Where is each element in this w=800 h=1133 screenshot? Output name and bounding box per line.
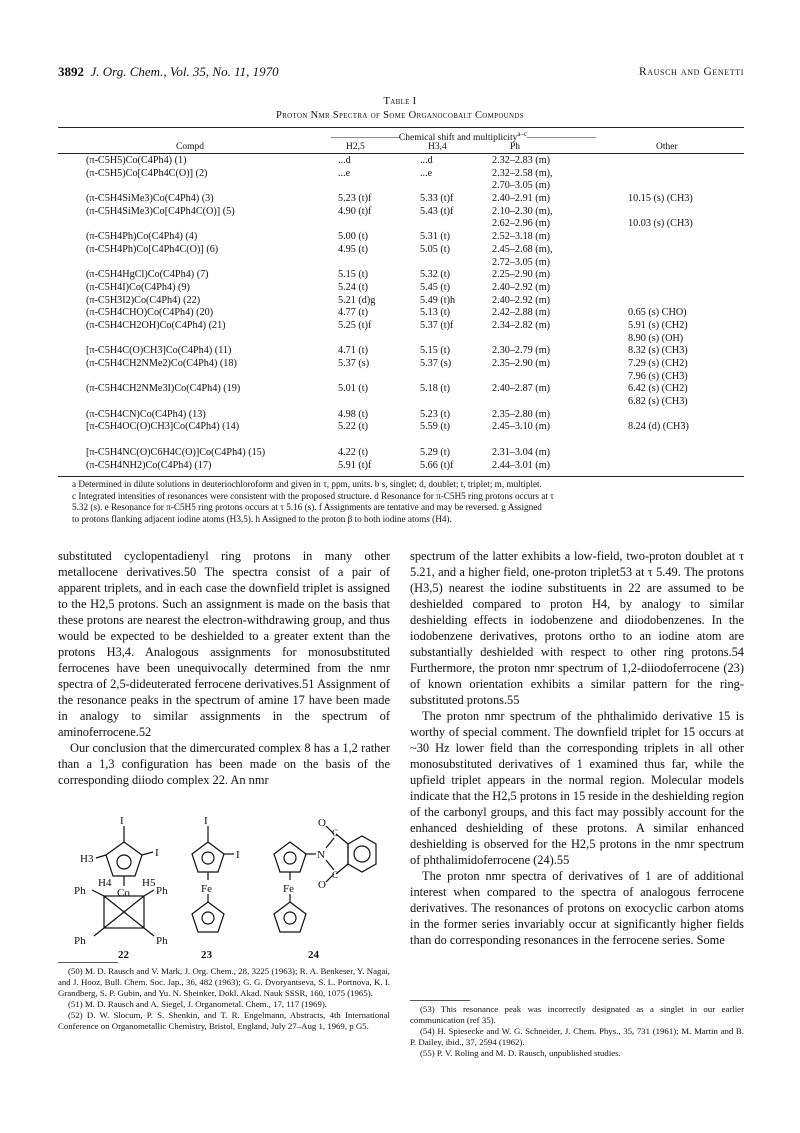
h25-cell: 5.00 (t) <box>338 231 368 243</box>
paragraph: The proton nmr spectra of derivatives of 1 are of additional interest when compared to the spectra of analogous ferrocene derivatives. The resonances of protons on exocyclic carbon atoms in the former series invariably occur at significantly higher fields than do corresponding resonances in the ferrocene series. Some <box>410 869 744 947</box>
h25-cell: 4.77 (t) <box>338 307 368 319</box>
ph-cell: 2.25–2.90 (m) <box>492 269 551 281</box>
refs-rule <box>410 1000 470 1001</box>
ph-cell: 2.34–2.82 (m) <box>492 319 551 331</box>
h34-cell: 5.31 (t) <box>420 231 450 243</box>
h34-cell: 5.29 (t) <box>420 446 450 458</box>
table-row <box>0 231 800 244</box>
h25-cell: 5.37 (s) <box>338 358 370 369</box>
atom-label: I <box>120 815 124 827</box>
h34-cell: 5.45 (t) <box>420 281 450 293</box>
other-cell: 7.29 (s) (CH2) <box>628 358 688 369</box>
table-footnote: to protons flanking adjacent iodine atoms (H3,5). h Assigned to the proton β to both iodine atoms (H4). <box>72 513 452 524</box>
h34-cell: ...d <box>420 155 433 166</box>
h25-cell: 4.71 (t) <box>338 345 368 357</box>
compound-cell: (π-C5H4I)Co(C4Ph4) (9) <box>86 281 190 293</box>
reference: (51) M. D. Rausch and A. Siegel, J. Organometal. Chem., 17, 117 (1969). <box>68 999 327 1009</box>
table-footnote: 5.32 (s). e Resonance for π-C5H5 ring protons occurs at τ 5.16 (s). f Assignments are tentative and may be reversed. g Assigned <box>72 502 542 512</box>
h34-cell: 5.15 (t) <box>420 345 450 357</box>
table-row <box>0 358 800 371</box>
h25-cell: 5.21 (d)g <box>338 294 376 306</box>
h25-cell: 4.90 (t)f <box>338 205 372 217</box>
table-row <box>0 295 800 308</box>
compound-cell: [π-C5H4NC(O)C6H4C(O)]Co(C4Ph4) (15) <box>86 446 266 458</box>
table-row <box>0 421 800 434</box>
compound-cell: (π-C5H5)Co(C4Ph4) (1) <box>86 155 187 166</box>
h25-cell: 5.15 (t) <box>338 269 368 281</box>
col-header-ph: Ph <box>510 142 521 152</box>
atom-label: Fe <box>201 883 212 895</box>
structure-number: 24 <box>308 949 319 960</box>
atom-label: H3 <box>80 853 94 865</box>
h25-cell: 5.91 (t)f <box>338 459 372 471</box>
atom-label: H4 <box>98 877 112 889</box>
right-column-text <box>410 548 744 948</box>
atom-label: C <box>332 870 339 880</box>
compound-cell: (π-C5H3I2)Co(C4Ph4) (22) <box>86 294 201 306</box>
reference: (50) M. D. Rausch and V. Mark, J. Org. Chem., 28, 3225 (1963); R. A. Benkeser, Y. Nagai, and J. Hooz, Bull. Chem. Soc. Jap., 36, 482 (1963); G. G. Dvoryantseva, S. L. Portnova, K. I. Grandberg, S. P. Gubin, and Yu. N. Sheinker, Dokl. Akad. Nauk SSSR, 160, 1075 (1965). <box>58 966 390 998</box>
ph-cell: 2.70–3.05 (m) <box>492 180 551 192</box>
other-cell: 10.03 (s) (CH3) <box>628 218 693 230</box>
table-row <box>0 320 800 333</box>
compound-cell: [π-C5H4C(O)CH3]Co(C4Ph4) (11) <box>86 345 232 357</box>
table-row <box>0 371 800 384</box>
h34-cell: 5.23 (t) <box>420 408 450 420</box>
ph-cell: 2.35–2.90 (m) <box>492 358 551 369</box>
table-header-rule <box>58 153 744 154</box>
table-row <box>0 383 800 396</box>
h34-cell: 5.13 (t) <box>420 307 450 319</box>
paragraph: The proton nmr spectrum of the phthalimido derivative 15 is worthy of special comment. The downfield triplet for 15 occurs at ~30 Hz lower field than the corresponding triplets in all other monosubstituted derivatives of 1 examined thus far, while the upfield triplet appears in the normal region. Molecular models indicate that the H2,5 protons in 15 reside in the deshielding region of the carbonyl groups, and this fact may possibly account for the enhanced deshielding of these protons. A similar enhanced deshielding is observed for the H2,5 protons in the nmr spectrum of phthalimidoferrocene (24).55 <box>410 709 744 867</box>
col-header-other: Other <box>656 142 678 152</box>
h34-cell: 5.66 (t)f <box>420 459 454 471</box>
atom-label: C <box>332 828 339 838</box>
ph-cell: 2.35–2.80 (m) <box>492 408 551 420</box>
h25-cell: 4.98 (t) <box>338 408 368 420</box>
table-spanner: ————————Chemical shift and multiplicity$^{a-c}$———————— <box>330 130 596 144</box>
compound-cell: (π-C5H4CHO)Co(C4Ph4) (20) <box>86 307 214 319</box>
aromatic-circle <box>117 855 131 869</box>
atom-label: I <box>155 847 159 859</box>
right-references <box>410 1004 744 1059</box>
compound-cell: (π-C5H4NH2)Co(C4Ph4) (17) <box>86 459 212 471</box>
compound-cell: (π-C5H4HgCl)Co(C4Ph4) (7) <box>86 269 209 281</box>
h34-cell: 5.37 (t)f <box>420 319 454 331</box>
h34-cell: 5.05 (t) <box>420 243 450 255</box>
ph-cell: 2.40–2.92 (m) <box>492 281 551 293</box>
structures-figure <box>58 812 392 960</box>
h34-cell: 5.59 (t) <box>420 421 450 433</box>
compound-cell: (π-C5H4SiMe3)Co(C4Ph4) (3) <box>86 193 214 205</box>
h34-cell: ...e <box>420 167 433 179</box>
other-cell: 6.42 (s) (CH2) <box>628 383 688 395</box>
h34-cell: 5.32 (t) <box>420 269 450 281</box>
compound-cell: (π-C5H5)Co[C4Ph4C(O)] (2) <box>86 167 208 179</box>
compound-cell: (π-C5H4Ph)Co[C4Ph4C(O)] (6) <box>86 243 219 255</box>
other-cell: 6.82 (s) (CH3) <box>628 396 688 408</box>
table-row <box>0 396 800 409</box>
table-row <box>0 180 800 193</box>
compound-cell: (π-C5H4CH2NMe2)Co(C4Ph4) (18) <box>86 358 237 369</box>
ph-cell: 2.10–2.30 (m), <box>492 205 553 217</box>
col-header-compd: Compd <box>176 142 204 152</box>
table-row <box>0 269 800 282</box>
table-row <box>0 434 800 447</box>
h25-cell: ...d <box>338 155 351 166</box>
atom-label: O <box>318 879 326 891</box>
refs-rule <box>58 962 118 963</box>
compound-cell: (π-C5H4SiMe3)Co[C4Ph4C(O)] (5) <box>86 205 235 217</box>
page-number: 3892 <box>58 64 84 79</box>
table-row <box>0 409 800 422</box>
ph-cell: 2.72–3.05 (m) <box>492 256 551 268</box>
table-footnote: a Determined in dilute solutions in deuteriochloroform and given in τ, ppm, units. b s, singlet; d, doublet; t, triplet; m, multiplet. <box>72 479 542 489</box>
h34-cell: 5.37 (s) <box>420 358 452 369</box>
table-footnotes <box>72 479 752 525</box>
atom-label: N <box>317 849 325 861</box>
h25-cell: 5.22 (t) <box>338 421 368 433</box>
col-header-h34: H3,4 <box>428 142 447 152</box>
table-row <box>0 345 800 358</box>
ph-cell: 2.45–3.10 (m) <box>492 421 551 433</box>
table-bottom-rule <box>58 476 744 477</box>
paragraph: substituted cyclopentadienyl ring protons in many other metallocene derivatives.50 The spectra consist of a pair of apparent triplets, and in each case the downfield triplet is assigned to the H2,5 protons. Such an assignment is made on the basis that these protons are nearest the electron-withdrawing group, and thus would be expected to be deshielded to a greater extent than the protons H3,4. Analogous assignments for monosubstituted ferrocenes have been unequivocally determined from the nmr spectra of 2,5-dideuterated ferrocene derivatives.51 Assignment of the resonance peaks in the spectrum of amine 17 have been made in analogy to similar assignments in the spectrum of aminoferrocene.52 <box>58 549 390 739</box>
compound-cell: (π-C5H4Ph)Co(C4Ph4) (4) <box>86 231 198 243</box>
table-row <box>0 460 800 473</box>
other-cell: 7.96 (s) (CH3) <box>628 370 688 382</box>
ph-cell: 2.62–2.96 (m) <box>492 218 551 230</box>
left-references <box>58 966 390 1032</box>
spanner-sup: a–c <box>517 130 528 138</box>
atom-label: Ph <box>74 935 86 947</box>
table-body <box>0 155 800 472</box>
atom-label: H5 <box>142 877 156 889</box>
table-row <box>0 333 800 346</box>
journal-citation: J. Org. Chem., Vol. 35, No. 11, 1970 <box>90 64 279 79</box>
h25-cell: 5.24 (t) <box>338 281 368 293</box>
other-cell: 8.90 (s) (OH) <box>628 332 684 344</box>
table-footnote: c Integrated intensities of resonances were consistent with the proposed structure. d Resonance for π-C5H5 ring protons occurs at τ <box>72 490 554 501</box>
table-row <box>0 218 800 231</box>
ph-cell: 2.32–2.83 (m) <box>492 155 551 166</box>
compound-cell: [π-C5H4OC(O)CH3]Co(C4Ph4) (14) <box>86 421 240 433</box>
h34-cell: 5.49 (t)h <box>420 294 456 306</box>
h25-cell: ...e <box>338 167 351 179</box>
paragraph: spectrum of the latter exhibits a low-field, two-proton doublet at τ 5.21, and a higher field, one-proton triplet53 at τ 5.49. The protons (H3,5) nearest the iodine substituents in 22 are assumed to be deshielded compared to proton H4, by analogy to similar deshielding effects in iodobenzene and diiodobenzenes. In the iodobenzene derivatives, protons ortho to an iodine atom are substantially deshielded with respect to other ring protons.54 Furthermore, the proton nmr spectrum of 1,2-diiodoferrocene (23) of known orientation exhibits a similar pattern for the ring-substituted protons.55 <box>410 549 744 707</box>
table-label: Table I <box>383 96 417 107</box>
compound-cell: (π-C5H4CN)Co(C4Ph4) (13) <box>86 408 206 420</box>
ph-cell: 2.31–3.04 (m) <box>492 446 551 458</box>
h25-cell: 4.95 (t) <box>338 243 368 255</box>
running-header <box>58 64 279 80</box>
other-cell: 5.91 (s) (CH2) <box>628 319 688 331</box>
paragraph: Our conclusion that the dimercurated complex 8 has a 1,2 rather than a 1,3 configuration has been made on the basis of the corresponding diiodo complex 22. An nmr <box>58 741 390 787</box>
ph-cell: 2.42–2.88 (m) <box>492 307 551 319</box>
h25-cell: 5.23 (t)f <box>338 193 372 205</box>
atom-label: Fe <box>283 883 294 895</box>
table-row <box>0 307 800 320</box>
spanner-text: Chemical shift and multiplicity <box>398 133 518 144</box>
ph-cell: 2.40–2.92 (m) <box>492 294 551 306</box>
table-row <box>0 155 800 168</box>
atom-label: I <box>204 815 208 827</box>
ph-cell: 2.44–3.01 (m) <box>492 459 551 471</box>
atom-label: Co <box>117 887 130 899</box>
h25-cell: 4.22 (t) <box>338 446 368 458</box>
cp-ring <box>106 842 142 876</box>
other-cell: 0.65 (s) CHO) <box>628 307 687 319</box>
structure-number: 23 <box>201 949 212 960</box>
other-cell: 8.32 (s) (CH3) <box>628 345 688 357</box>
compound-cell: (π-C5H4CH2OH)Co(C4Ph4) (21) <box>86 319 226 331</box>
structure-number: 22 <box>118 949 129 960</box>
ph-cell: 2.40–2.87 (m) <box>492 383 551 395</box>
h25-cell: 5.01 (t) <box>338 383 368 395</box>
structure-23 <box>192 826 234 932</box>
reference: (53) This resonance peak was incorrectly designated as a singlet in our earlier communication (ref 35). <box>410 1004 744 1025</box>
h34-cell: 5.33 (t)f <box>420 193 454 205</box>
atom-label: Ph <box>156 935 168 947</box>
reference: (52) D. W. Slocum, P. S. Shenkin, and T. R. Engelmann, Abstracts, 4th International Conference on Organometallic Chemistry, Bristol, England, July 27–Aug 1, 1969, p G5. <box>58 1010 390 1031</box>
ph-cell: 2.30–2.79 (m) <box>492 345 551 357</box>
compound-cell: (π-C5H4CH2NMe3I)Co(C4Ph4) (19) <box>86 383 241 395</box>
table-row <box>0 168 800 181</box>
table-title: Proton Nmr Spectra of Some Organocobalt Compounds <box>276 110 524 121</box>
col-header-h25: H2,5 <box>346 142 365 152</box>
running-authors: Rausch and Genetti <box>639 66 744 78</box>
ph-cell: 2.32–2.58 (m), <box>492 167 553 179</box>
table-row <box>0 193 800 206</box>
table-row <box>0 447 800 460</box>
atom-label: Ph <box>74 885 86 897</box>
reference: (55) P. V. Roling and M. D. Rausch, unpublished studies. <box>420 1048 621 1058</box>
atom-label: O <box>318 817 326 829</box>
atom-label: I <box>236 849 240 861</box>
other-cell: 10.15 (s) (CH3) <box>628 193 693 205</box>
table-top-rule <box>58 127 744 128</box>
atom-label: Ph <box>156 885 168 897</box>
table-row <box>0 257 800 270</box>
ph-cell: 2.45–2.68 (m), <box>492 243 553 255</box>
reference: (54) H. Spiesecke and W. G. Schneider, J. Chem. Phys., 35, 731 (1961); M. Martin and B. P. Dailey, ibid., 37, 2594 (1962). <box>410 1026 744 1047</box>
ph-cell: 2.52–3.18 (m) <box>492 231 551 243</box>
table-row <box>0 244 800 257</box>
ph-cell: 2.40–2.91 (m) <box>492 193 551 205</box>
table-row <box>0 206 800 219</box>
other-cell: 8.24 (d) (CH3) <box>628 421 689 433</box>
h34-cell: 5.18 (t) <box>420 383 450 395</box>
left-column-text <box>58 548 390 788</box>
table-row <box>0 282 800 295</box>
h25-cell: 5.25 (t)f <box>338 319 372 331</box>
h34-cell: 5.43 (t)f <box>420 205 454 217</box>
